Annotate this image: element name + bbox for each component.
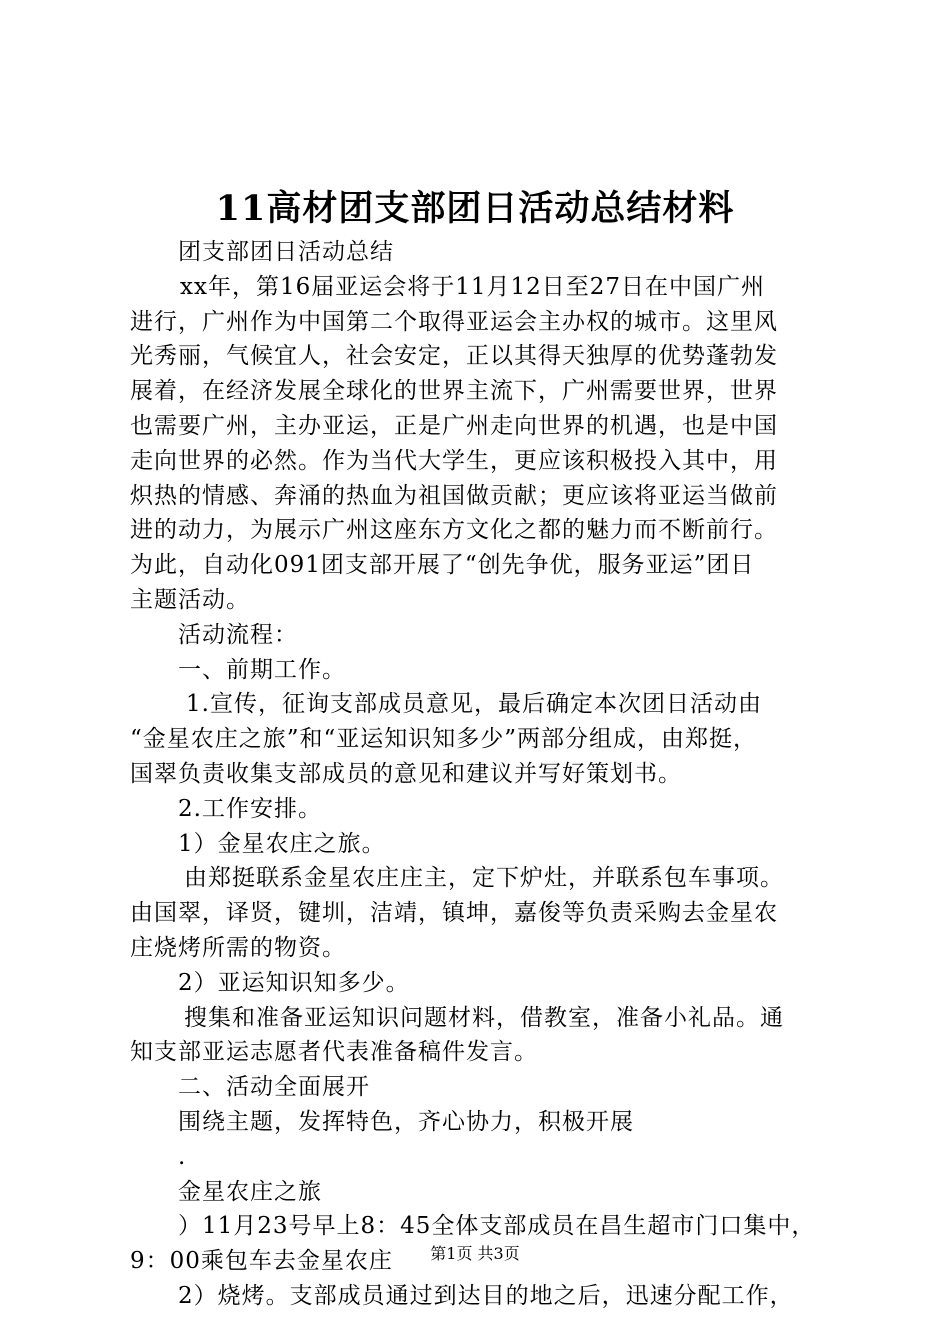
body-line: 活动流程： [178,621,298,648]
body-line: 由郑挺联系金星农庄庄主，定下炉灶，并联系包车事项。 [184,865,784,892]
body-line: 团支部团日活动总结 [178,239,394,265]
body-line: 1）金星农庄之旅。 [178,830,386,857]
body-line: ）11月23号早上8：45全体支部成员在昌生超市门口集中， [178,1213,816,1240]
body-line: 走向世界的必然。作为当代大学生，更应该积极投入其中，用 [130,447,778,474]
body-line: xx年，第16届亚运会将于11月12日至27日在中国广州 [180,273,766,300]
body-line: 1.宣传，征询支部成员意见，最后确定本次团日活动由 [186,691,762,718]
body-line: 一、前期工作。 [178,656,346,683]
body-line: 庄烧烤所需的物资。 [130,934,346,961]
body-line: 金星农庄之旅 [178,1178,322,1205]
document-body [130,235,830,1314]
body-line: 也需要广州，主办亚运，正是广州走向世界的机遇，也是中国 [130,412,778,439]
body-line: 国翠负责收集支部成员的意见和建议并写好策划书。 [130,760,682,787]
body-line: 搜集和准备亚运知识问题材料，借教室，准备小礼品。通 [184,1004,784,1031]
body-line: 2）亚运知识知多少。 [178,969,410,996]
body-line: 进的动力，为展示广州这座东方文化之都的魅力而不断前行。 [130,517,778,544]
body-line: 由国翠，译贤，键圳，洁靖，镇坤，嘉俊等负责采购去金星农 [130,900,778,927]
body-line: 光秀丽，气候宜人，社会安定，正以其得天独厚的优势蓬勃发 [130,343,778,370]
body-line: 二、活动全面展开 [178,1074,370,1101]
body-line: “金星农庄之旅”和“亚运知识知多少”两部分组成，由郑挺， [130,726,758,753]
document-title: 11高材团支部团日活动总结材料 [215,188,735,229]
body-line: 知支部亚运志愿者代表准备稿件发言。 [130,1039,538,1066]
body-line: 2）烧烤。支部成员通过到达目的地之后，迅速分配工作， [178,1282,794,1309]
body-line: 展着，在经济发展全球化的世界主流下，广州需要世界，世界 [130,378,778,405]
body-line: 围绕主题，发挥特色，齐心协力，积极开展 [178,1108,634,1135]
body-line: 2.工作安排。 [178,795,322,822]
body-line: . [178,1143,187,1170]
body-line: 进行，广州作为中国第二个取得亚运会主办权的城市。这里风 [130,308,778,335]
body-line: 炽热的情感、奔涌的热血为祖国做贡献；更应该将亚运当做前 [130,482,778,509]
body-line: 主题活动。 [130,586,250,613]
body-line: 9：00乘包车去金星农庄 [130,1248,393,1275]
page-number-footer: 第1页 共3页 [430,1244,520,1263]
body-line: 为此，自动化091团支部开展了“创先争优，服务亚运”团日 [130,552,755,579]
